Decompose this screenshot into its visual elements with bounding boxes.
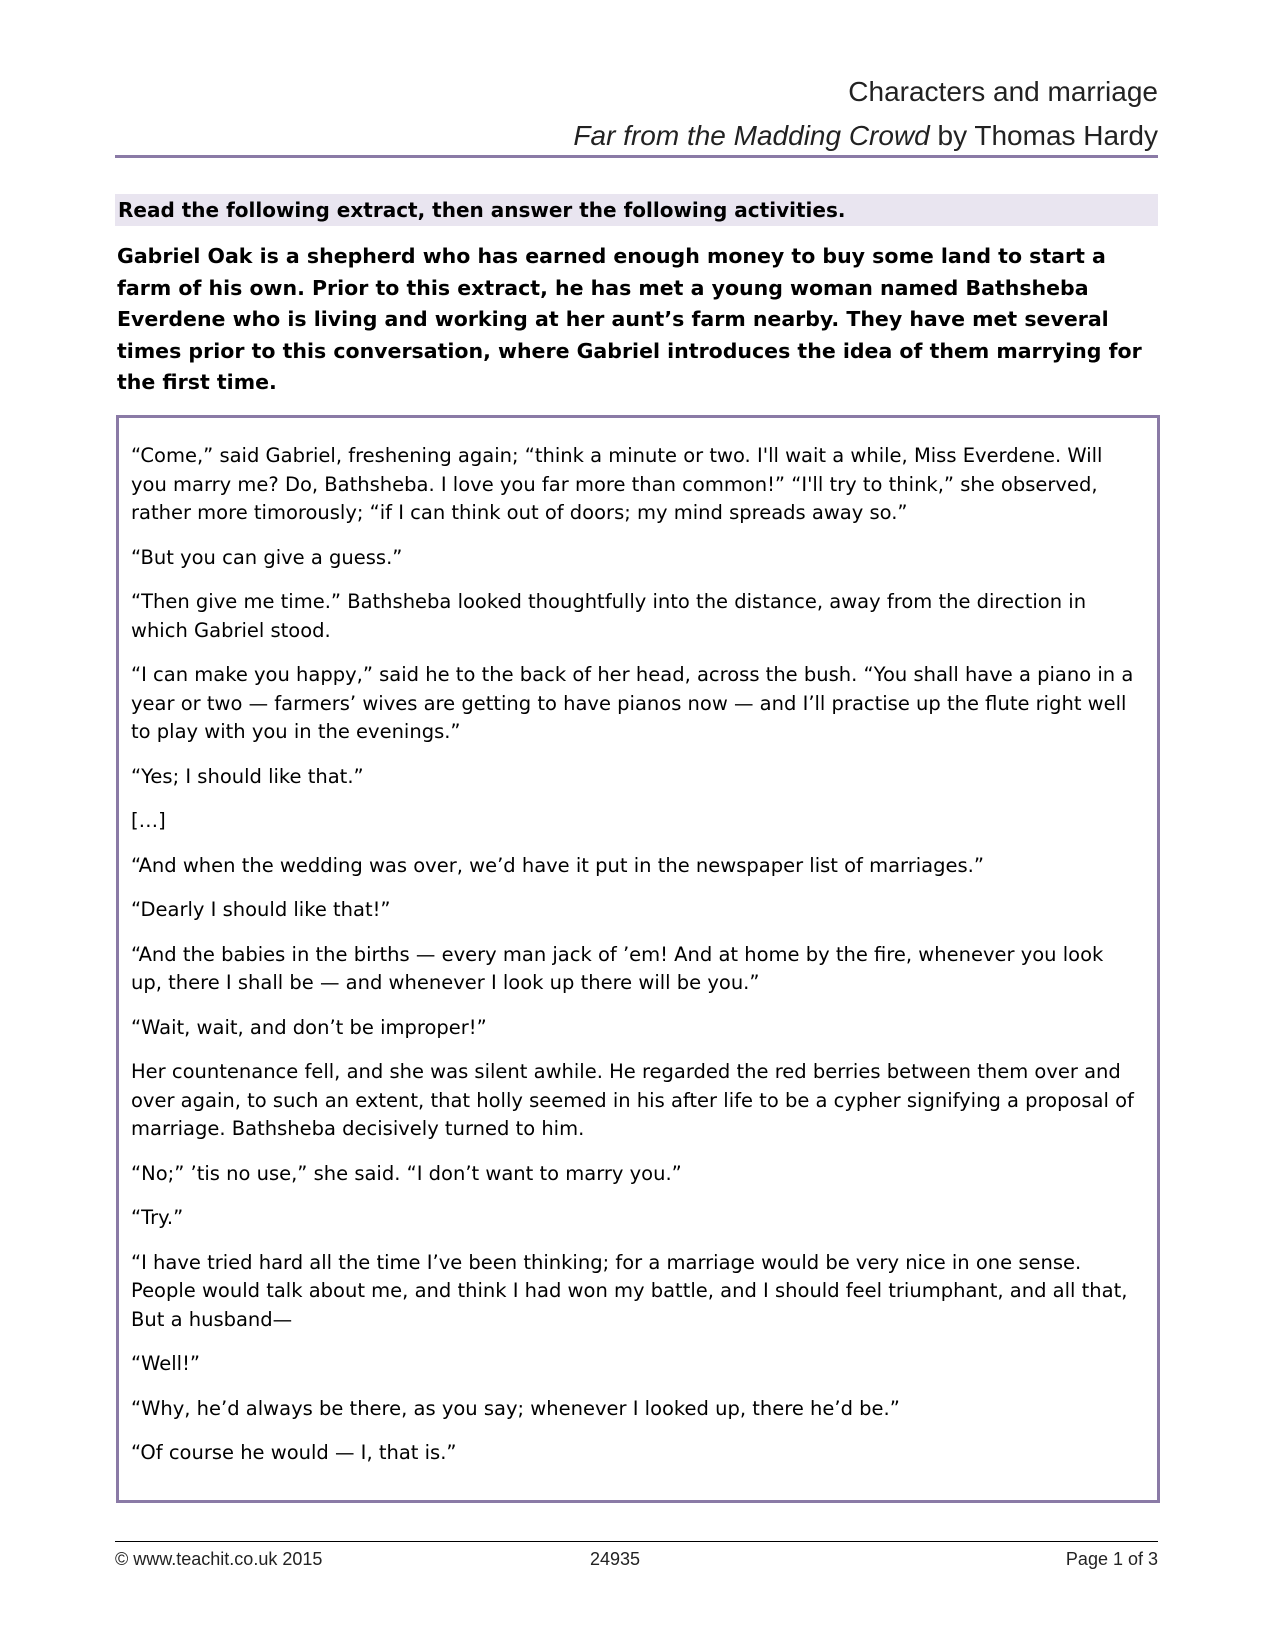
book-title: Far from the Madding Crowd [573, 120, 930, 151]
extract-paragraph: “Wait, wait, and don’t be improper!” [131, 1015, 487, 1039]
book-author: by Thomas Hardy [929, 120, 1158, 151]
worksheet-subtitle [115, 114, 1158, 158]
extract-paragraph: “Why, he’d always be there, as you say; whenever I looked up, there he’d be.” [131, 1396, 900, 1420]
extract-paragraph: “Try.” [131, 1206, 184, 1229]
instruction-heading: Read the following extract, then answer the following activities. [115, 194, 1158, 226]
extract-paragraph: “I have tried hard all the time I’ve been thinking; for a marriage would be very nice in one sense. People would talk about me, and think I had won my battle, and I should feel triumphant, and all that, But a husband— [131, 1250, 1128, 1331]
copyright-text: © www.teachit.co.uk 2015 [115, 1549, 323, 1569]
extract-paragraph: “Dearly I should like that!” [131, 898, 391, 921]
intro-paragraph: Gabriel Oak is a shepherd who has earned enough money to buy some land to start a farm of his own. Prior to this extract, he has met a young woman named Bathsheba Everdene who is living and working at her aunt’s farm nearby. They have met several times prior to this conversation, where Gabriel introduces the idea of them marrying for the first time. [117, 244, 1142, 394]
header-divider [115, 155, 1158, 158]
extract-paragraph: “Well!” [131, 1352, 200, 1375]
extract-paragraph: “And when the wedding was over, we’d have it put in the newspaper list of marriages.” [131, 853, 984, 877]
extract-paragraph: “Yes; I should like that.” [131, 764, 364, 788]
page-header [115, 70, 1158, 158]
extract-paragraph: “Of course he would — I, that is.” [131, 1441, 457, 1464]
extract-paragraph: “I can make you happy,” said he to the back of her head, across the bush. “You shall have a piano in a year or two — farmers’ wives are getting to have pianos now — and I’ll practise up the flute right well to play with you in the evenings.” [131, 663, 1134, 743]
page-footer [115, 1546, 1158, 1572]
extract-box [116, 415, 1160, 1503]
extract-paragraph: “Then give me time.” Bathsheba looked thoughtfully into the distance, away from the direction in which Gabriel stood. [131, 590, 1087, 642]
footer-divider [115, 1541, 1158, 1542]
extract-paragraph: “And the babies in the births — every man jack of ’em! And at home by the fire, whenever you look up, there I shall be — and whenever I look up there will be you.” [131, 942, 1104, 994]
extract-paragraph: “Come,” said Gabriel, freshening again; “think a minute or two. I'll wait a while, Miss Everdene. Will you marry me? Do, Bathsheba. I love you far more than common!” “I'll try to think,” she observed, rather more timorously; “if I can think out of doors; my mind spreads away so.” [131, 444, 1103, 524]
extract-paragraph: […] [131, 809, 166, 832]
worksheet-title: Characters and marriage [848, 76, 1158, 107]
page-number: Page 1 of 3 [1065, 1549, 1158, 1569]
extract-paragraph: Her countenance fell, and she was silent awhile. He regarded the red berries between them over and over again, to such an extent, that holly seemed in his after life to be a cypher signifying a proposal of marriage. Bathsheba decisively turned to him. [131, 1060, 1134, 1140]
extract-paragraph: “No;” ’tis no use,” she said. “I don’t want to marry you.” [131, 1161, 682, 1185]
resource-code: 24935 [590, 1549, 641, 1569]
extract-paragraph: “But you can give a guess.” [131, 545, 403, 569]
